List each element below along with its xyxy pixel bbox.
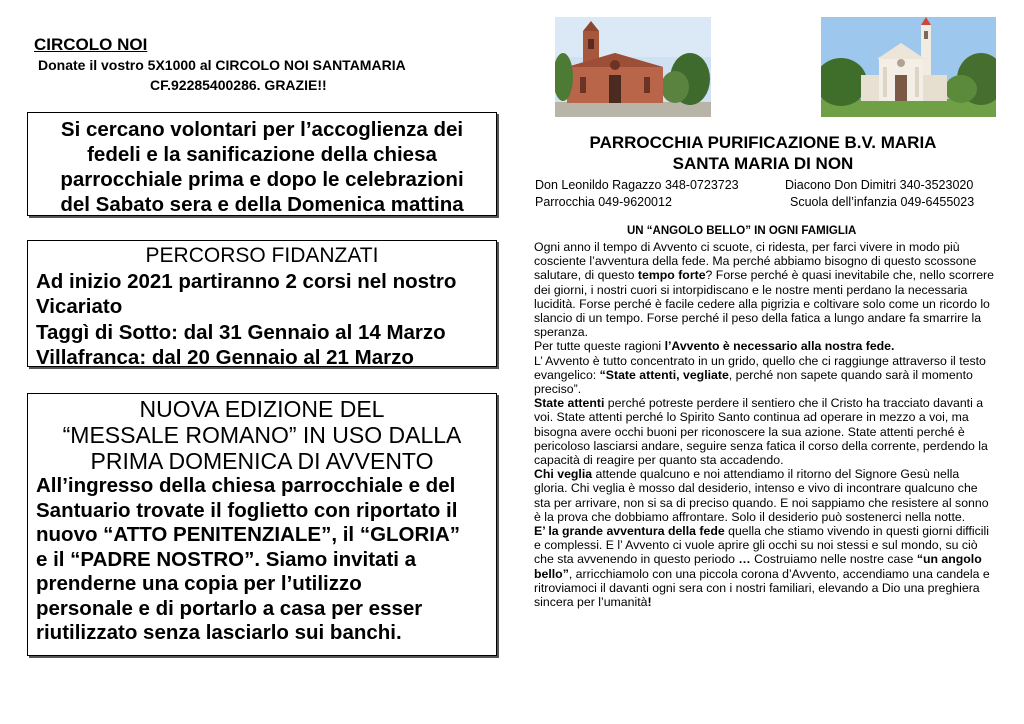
church-brick-photo xyxy=(555,17,711,117)
article-paragraph: Ogni anno il tempo di Avvento ci scuote, ci ridesta, per farci vivere in modo più cosciente l’avventura della fede. Ma perché abbiamo bisogno di questo scossone salutare, di questo tempo forte? Forse perché è quasi inevitabile che, nello scorrere dei giorni, i nostri cuori si intorpidiscano e le nostre menti perdano la necessaria lucidità. Forse perché è facile cedere alla pigrizia e coltivare solo come un ricordo lo slancio di un tempo. Forse perché il peso della fatica a lungo andare fa smarrire la speranza. xyxy=(534,240,994,340)
circolo-donation-line: Donate il vostro 5X1000 al CIRCOLO NOI SANTAMARIA xyxy=(38,57,406,73)
engaged-course-line: Vicariato xyxy=(36,295,123,318)
volunteers-box xyxy=(27,112,497,216)
article-paragraph: Per tutte queste ragioni l’Avvento è necessario alla nostra fede. xyxy=(534,339,895,354)
volunteers-line: Si cercano volontari per l’accoglienza dei xyxy=(60,118,464,141)
article-paragraph: Chi veglia attende qualcuno e noi attendiamo il ritorno del Signore Gesù nella gloria. Chi veglia è mosso dal desiderio, intenso e vivo di incontrare qualcuno che sta per arrivare, non si sa di preciso quando. E noi sappiamo che resistere al sonno è la prova che dobbiamo affrontare. Solo il desiderio può sostenerci nella notte. xyxy=(534,467,989,524)
missal-body-line: nuovo “ATTO PENITENZIALE”, il “GLORIA” xyxy=(36,523,461,546)
missal-heading: “MESSALE ROMANO” IN USO DALLA xyxy=(62,422,462,448)
article-title: UN “ANGOLO BELLO” IN OGNI FAMIGLIA xyxy=(627,225,857,237)
parish-title-line: PARROCCHIA PURIFICAZIONE B.V. MARIA xyxy=(589,133,937,152)
missal-body-line: All’ingresso della chiesa parrocchiale e del xyxy=(36,474,456,497)
engaged-course-line: Villafranca: dal 20 Gennaio al 21 Marzo xyxy=(36,346,414,369)
contact-deacon: Diacono Don Dimitri 340-3523020 xyxy=(785,178,974,192)
circolo-cf-line: CF.92285400286. GRAZIE!! xyxy=(150,77,327,93)
missal-body-line: Santuario trovate il foglietto con riportato il xyxy=(36,498,458,522)
missal-heading: PRIMA DOMENICA DI AVVENTO xyxy=(90,448,434,474)
contact-parish-office: Parrocchia 049-9620012 xyxy=(535,195,672,209)
article-body xyxy=(534,240,994,609)
article-paragraph: E’ la grande avventura della fede quella che stiamo vivendo in questi giorni difficili e complessi. E l’ Avvento ci vuole aprire gli occhi su noi stessi e sul mondo, su ciò che sta avvenendo in questo periodo … Costruiamo nelle nostre case “un angolo bello”, arricchiamolo con una piccola corona d’Avvento, accendiamo una candela e ritroviamoci il davanti ogni sera con i nostri familiari, elevando a Dio una preghiera sincera per l’umanità! xyxy=(534,524,990,610)
engaged-course-line: Ad inizio 2021 partiranno 2 corsi nel nostro xyxy=(36,269,457,293)
article-paragraph: L’ Avvento è tutto concentrato in un grido, quello che ci raggiunge attraverso il testo evangelico: “State attenti, vegliate, perché non sapete quando sarà il momento preciso”. xyxy=(534,353,986,397)
parish-title-line: SANTA MARIA DI NON xyxy=(672,154,854,173)
article-paragraph: State attenti perché potreste perdere il sentiero che il Cristo ha tracciato davanti a voi. State attenti perché lo Spirito Santo continua ad operare in mezzo a voi, ma bisogna avere occhi buoni per riconoscere la sua azione. State attenti perché è pericoloso lasciarsi andare, seguire senza fatica il corso della corrente, perdendo la capacità di reagire per quanto sta accadendo. xyxy=(534,396,988,468)
missal-body-line: e il “PADRE NOSTRO”. Siamo invitati a xyxy=(36,547,417,571)
engaged-course-line: Taggì di Sotto: dal 31 Gennaio al 14 Marzo xyxy=(36,320,446,344)
contact-nursery-school: Scuola dell’infanzia 049-6455023 xyxy=(790,195,975,209)
engaged-course-title: PERCORSO FIDANZATI xyxy=(145,244,379,267)
missal-body-line: personale e di portarlo a casa per esser xyxy=(36,596,423,620)
missal-body-line: prenderne una copia per l’utilizzo xyxy=(36,572,362,595)
missal-box xyxy=(27,393,497,656)
church-white-facade-photo xyxy=(821,17,996,117)
engaged-course-box xyxy=(27,240,497,367)
parish-title xyxy=(534,132,992,174)
volunteers-line: parrocchiale prima e dopo le celebrazioni xyxy=(60,168,464,191)
contact-parish-priest: Don Leonildo Ragazzo 348-0723723 xyxy=(535,178,739,192)
circolo-title: CIRCOLO NOI xyxy=(34,35,148,54)
volunteers-line: del Sabato sera e della Domenica mattina xyxy=(60,193,464,216)
missal-heading: NUOVA EDIZIONE DEL xyxy=(139,396,385,422)
volunteers-line: fedeli e la sanificazione della chiesa xyxy=(87,143,437,166)
missal-body-line: riutilizzato senza lasciarlo sui banchi. xyxy=(36,621,402,644)
